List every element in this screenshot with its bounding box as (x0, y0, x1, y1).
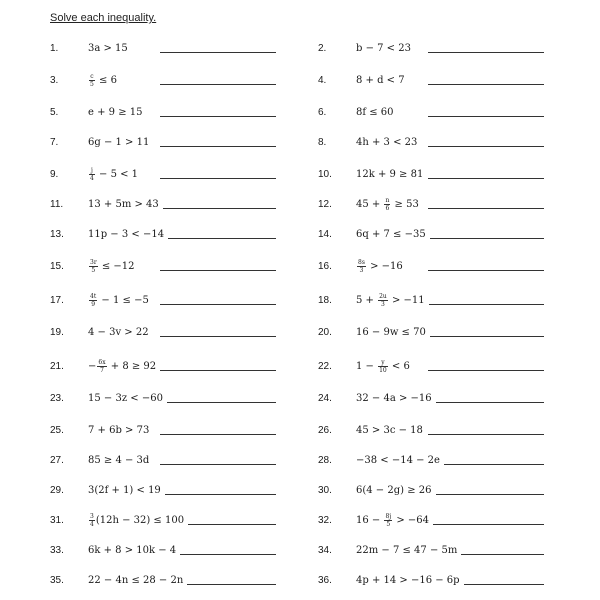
expression-lead: 45 > 3c − 18 (356, 425, 423, 436)
answer-blank[interactable] (188, 524, 276, 525)
problem-number: 31. (50, 515, 64, 526)
fraction (384, 513, 392, 528)
answer-blank[interactable] (461, 554, 544, 555)
fraction (357, 259, 366, 274)
expression-lead: 12k + 9 ≥ 81 (356, 169, 424, 180)
expression-lead: e + 9 ≥ 15 (88, 107, 143, 118)
answer-blank[interactable] (160, 336, 276, 337)
problem-number: 27. (50, 455, 64, 466)
problem-number: 1. (50, 43, 59, 54)
answer-blank[interactable] (430, 336, 544, 337)
problem-number: 30. (318, 485, 332, 496)
problem-item (50, 572, 290, 590)
answer-blank[interactable] (428, 146, 544, 147)
inequality-expression (356, 358, 410, 376)
expression-lead: 13 + 5m > 43 (88, 199, 159, 210)
problem-item (318, 226, 558, 244)
problem-item (318, 390, 558, 408)
problem-number: 14. (318, 229, 332, 240)
inequality-expression (88, 258, 135, 276)
inequality-expression (88, 226, 164, 244)
inequality-expression (356, 390, 432, 408)
fraction (89, 259, 98, 274)
answer-blank[interactable] (436, 402, 544, 403)
expression-tail: ≤ 6 (95, 75, 117, 86)
fraction-denominator: 3 (359, 267, 364, 274)
problem-item (50, 196, 290, 214)
inequality-expression (356, 482, 432, 500)
fraction-numerator: 8s (358, 259, 365, 266)
problem-number: 23. (50, 393, 64, 404)
fraction (97, 359, 106, 374)
expression-lead: 11p − 3 < −14 (88, 229, 165, 240)
inequality-expression (356, 542, 457, 560)
answer-blank[interactable] (428, 178, 544, 179)
expression-lead: 5 + (356, 295, 378, 306)
answer-blank[interactable] (165, 494, 276, 495)
fraction (89, 293, 97, 308)
inequality-expression (356, 292, 425, 310)
expression-lead: 15 − 3z < −60 (88, 393, 163, 404)
inequality-expression (88, 390, 163, 408)
fraction-numerator: 4t (90, 293, 97, 300)
expression-lead: 16 − (356, 515, 384, 526)
problem-item (318, 482, 558, 500)
answer-blank[interactable] (187, 584, 276, 585)
answer-blank[interactable] (160, 52, 276, 53)
problem-item (318, 452, 558, 470)
inequality-expression (356, 452, 440, 470)
inequality-expression (356, 422, 423, 440)
expression-lead: 7 + 6b > 73 (88, 425, 150, 436)
problem-item (318, 542, 558, 560)
fraction-denominator: 9 (91, 301, 96, 308)
answer-blank[interactable] (160, 270, 276, 271)
answer-blank[interactable] (428, 116, 544, 117)
inequality-expression (88, 40, 128, 58)
problem-number: 11. (50, 199, 64, 210)
problem-item (318, 512, 558, 530)
problem-item (318, 258, 558, 276)
problem-number: 12. (318, 199, 332, 210)
inequality-expression (88, 542, 176, 560)
answer-blank[interactable] (428, 84, 544, 85)
inequality-expression (88, 512, 184, 530)
expression-lead: 22m − 7 ≤ 47 − 5m (356, 545, 458, 556)
answer-blank[interactable] (428, 370, 544, 371)
answer-blank[interactable] (160, 178, 276, 179)
inequality-expression (356, 166, 423, 184)
expression-lead: 4h + 3 < 23 (356, 137, 418, 148)
expression-tail: > −16 (366, 261, 403, 272)
problem-item (50, 422, 290, 440)
inequality-expression (88, 358, 156, 376)
fraction (89, 73, 95, 88)
answer-blank[interactable] (163, 208, 276, 209)
fraction-numerator: 3 (90, 513, 94, 520)
answer-blank[interactable] (160, 146, 276, 147)
inequality-expression (88, 482, 161, 500)
inequality-expression (88, 572, 183, 590)
inequality-expression (356, 258, 403, 276)
problem-item (318, 134, 558, 152)
inequality-expression (88, 72, 117, 90)
fraction-numerator: j (90, 167, 93, 174)
answer-blank[interactable] (168, 238, 276, 239)
answer-blank[interactable] (444, 464, 544, 465)
fraction-denominator: 7 (100, 367, 104, 374)
problem-item (318, 196, 558, 214)
problem-number: 26. (318, 425, 332, 436)
problem-item (50, 482, 290, 500)
problem-item (50, 166, 290, 184)
fraction-denominator: 4 (90, 175, 94, 182)
instruction-text: Solve each inequality. (50, 12, 157, 24)
fraction-numerator: 2u (379, 293, 387, 300)
expression-tail: ≥ 53 (391, 199, 419, 210)
expression-lead: 6k + 8 > 10k − 4 (88, 545, 177, 556)
inequality-expression (356, 512, 429, 530)
answer-blank[interactable] (433, 524, 544, 525)
expression-lead: 45 + (356, 199, 384, 210)
problem-item (50, 324, 290, 342)
problem-number: 22. (318, 361, 332, 372)
problem-number: 24. (318, 393, 332, 404)
problem-item (318, 422, 558, 440)
problem-item (50, 40, 290, 58)
problem-number: 6. (318, 107, 327, 118)
problem-number: 7. (50, 137, 59, 148)
fraction-denominator: 5 (91, 267, 96, 274)
expression-lead: − (88, 361, 97, 372)
problem-item (50, 104, 290, 122)
expression-tail: − 1 ≤ −5 (98, 295, 149, 306)
inequality-expression (88, 292, 149, 310)
problem-item (318, 324, 558, 342)
problem-item (50, 542, 290, 560)
problem-number: 19. (50, 327, 64, 338)
problem-number: 20. (318, 327, 332, 338)
problem-item (318, 292, 558, 310)
fraction (384, 197, 390, 212)
expression-lead: 3(2f + 1) < 19 (88, 485, 161, 496)
inequality-expression (356, 196, 419, 214)
problem-item (318, 72, 558, 90)
expression-lead: 6(4 − 2g) ≥ 26 (356, 485, 432, 496)
fraction-numerator: 8j (385, 513, 392, 520)
fraction (378, 293, 388, 308)
answer-blank[interactable] (160, 304, 276, 305)
problem-number: 35. (50, 575, 64, 586)
expression-lead: 16 − 9w ≤ 70 (356, 327, 426, 338)
problem-number: 28. (318, 455, 332, 466)
inequality-expression (356, 134, 417, 152)
expression-lead: b − 7 < 23 (356, 43, 411, 54)
problem-item (50, 512, 290, 530)
problem-number: 18. (318, 295, 332, 306)
problem-number: 4. (318, 75, 327, 86)
problem-item (50, 72, 290, 90)
fraction-numerator: y (378, 359, 388, 367)
problem-item (318, 358, 558, 376)
problem-item (318, 572, 558, 590)
problem-number: 13. (50, 229, 64, 240)
problem-number: 3. (50, 75, 59, 86)
problem-item (50, 258, 290, 276)
answer-blank[interactable] (160, 464, 276, 465)
fraction-denominator: 6 (385, 205, 390, 212)
expression-lead: 1 − (356, 361, 378, 372)
answer-blank[interactable] (428, 52, 544, 53)
answer-blank[interactable] (428, 434, 544, 435)
expression-lead: 32 − 4a > −16 (356, 393, 432, 404)
expression-lead: 4p + 14 > −16 − 6p (356, 575, 460, 586)
problem-number: 10. (318, 169, 332, 180)
problem-number: 9. (50, 169, 59, 180)
fraction-denominator: 3 (381, 301, 385, 308)
expression-lead: −38 < −14 − 2e (356, 455, 440, 466)
expression-tail: > −64 (393, 515, 429, 526)
expression-tail: (12h − 32) ≤ 100 (95, 515, 185, 526)
expression-lead: 8f ≤ 60 (356, 107, 394, 118)
problem-number: 8. (318, 137, 327, 148)
expression-lead: 3a > 15 (88, 43, 128, 54)
problem-item (318, 104, 558, 122)
problem-item (50, 358, 290, 376)
problem-number: 17. (50, 295, 64, 306)
expression-tail: ≤ −12 (98, 261, 135, 272)
cropped-header (0, 0, 600, 6)
fraction-denominator: 4 (90, 521, 94, 528)
problem-number: 34. (318, 545, 332, 556)
problem-number: 21. (50, 361, 64, 372)
inequality-expression (356, 226, 426, 244)
inequality-expression (88, 166, 138, 184)
problem-item (50, 452, 290, 470)
answer-blank[interactable] (160, 370, 276, 371)
problem-number: 36. (318, 575, 332, 586)
answer-blank[interactable] (429, 304, 544, 305)
inequality-expression (356, 572, 460, 590)
problem-item (318, 166, 558, 184)
inequality-expression (356, 324, 426, 342)
problem-item (50, 292, 290, 310)
answer-blank[interactable] (428, 270, 544, 271)
problem-number: 2. (318, 43, 327, 54)
inequality-expression (356, 72, 405, 90)
expression-lead: 6q + 7 ≤ −35 (356, 229, 426, 240)
problem-item (318, 40, 558, 58)
problem-number: 29. (50, 485, 64, 496)
answer-blank[interactable] (180, 554, 276, 555)
fraction-denominator: 5 (90, 81, 94, 88)
expression-lead: 22 − 4n ≤ 28 − 2n (88, 575, 184, 586)
fraction (89, 167, 95, 182)
expression-lead: 85 ≥ 4 − 3d (88, 455, 150, 466)
answer-blank[interactable] (428, 208, 544, 209)
problem-number: 33. (50, 545, 64, 556)
answer-blank[interactable] (430, 238, 544, 239)
answer-blank[interactable] (167, 402, 276, 403)
fraction-numerator: c (90, 73, 94, 80)
inequality-expression (88, 452, 149, 470)
expression-lead: 8 + d < 7 (356, 75, 405, 86)
fraction (89, 513, 95, 528)
inequality-expression (356, 40, 411, 58)
expression-tail: + 8 ≥ 92 (107, 361, 157, 372)
fraction-numerator: n (385, 197, 390, 204)
inequality-expression (88, 196, 159, 214)
expression-lead: 6g − 1 > 11 (88, 137, 150, 148)
fraction-denominator: 10 (379, 367, 387, 374)
problem-item (50, 226, 290, 244)
answer-blank[interactable] (160, 434, 276, 435)
inequality-expression (88, 324, 149, 342)
inequality-expression (88, 422, 149, 440)
problem-number: 15. (50, 261, 64, 272)
problem-number: 32. (318, 515, 332, 526)
fraction-denominator: 5 (386, 521, 391, 528)
inequality-expression (88, 134, 149, 152)
inequality-expression (356, 104, 394, 122)
inequality-expression (88, 104, 142, 122)
fraction-numerator: 6x (98, 359, 106, 366)
expression-lead: 4 − 3v > 22 (88, 327, 149, 338)
answer-blank[interactable] (436, 494, 545, 495)
answer-blank[interactable] (160, 84, 276, 85)
expression-tail: − 5 < 1 (95, 169, 139, 180)
fraction-numerator: 3r (90, 259, 97, 266)
problem-item (50, 134, 290, 152)
expression-tail: < 6 (388, 361, 410, 372)
problem-number: 25. (50, 425, 64, 436)
answer-blank[interactable] (160, 116, 276, 117)
expression-tail: > −11 (388, 295, 425, 306)
answer-blank[interactable] (464, 584, 544, 585)
problem-number: 5. (50, 107, 59, 118)
problem-number: 16. (318, 261, 332, 272)
fraction (378, 359, 388, 374)
problem-item (50, 390, 290, 408)
